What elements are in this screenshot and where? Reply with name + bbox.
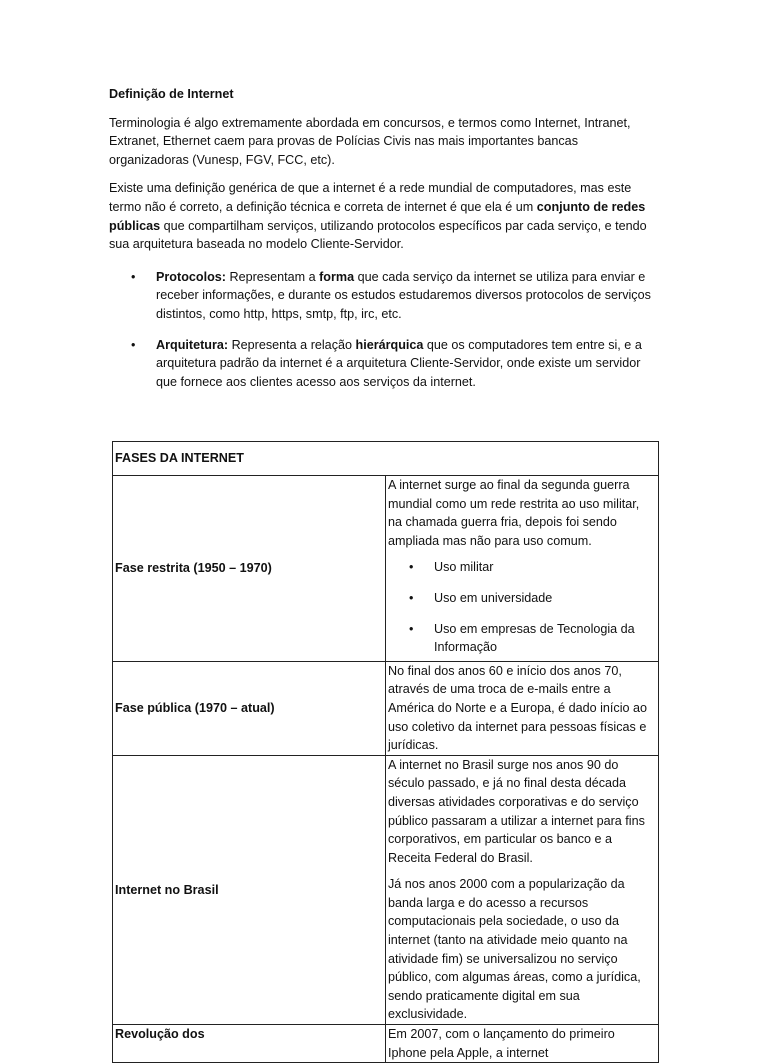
row-label: Fase restrita (1950 – 1970) <box>113 476 386 662</box>
row-text: Em 2007, com o lançamento do primeiro Iphone pela Apple, a internet <box>388 1027 615 1060</box>
table-row <box>113 661 659 755</box>
bullet-text: Representa a relação <box>228 337 356 352</box>
row-text: A internet surge ao final da segunda guerra mundial como um rede restrita ao uso militar, na chamada guerra fria, depois foi sendo ampliada mas não para uso comum. <box>388 478 640 548</box>
bullet-dot-icon: • <box>409 560 414 575</box>
row-label: Fase pública (1970 – atual) <box>113 661 386 755</box>
list-item-text: Uso em universidade <box>434 590 553 605</box>
bullet-bold: forma <box>319 269 355 284</box>
list-item-text: Uso militar <box>434 560 494 575</box>
bullet-text: Representam a <box>225 269 320 284</box>
bullet-dot-icon: • <box>409 590 414 605</box>
list-item <box>388 589 656 608</box>
definition-bold: conjunto de redes públicas <box>109 199 646 233</box>
phases-table <box>112 441 659 1063</box>
table-row <box>113 755 659 1024</box>
table-row <box>113 476 659 662</box>
table-header-cell: FASES DA INTERNET <box>113 442 659 476</box>
bullet-arquitetura <box>109 336 661 392</box>
row-item-list <box>388 558 656 656</box>
row-description <box>386 1025 659 1063</box>
bullet-bold: hierárquica <box>355 337 424 352</box>
list-item <box>388 558 656 577</box>
intro-paragraph: Terminologia é algo extremamente abordada em concursos, e termos como Internet, Intranet, Extranet, Ethernet caem para provas de Polícias Civis nas mais importantes bancas organizadoras (Vunesp, FGV, FCC, etc). <box>109 115 631 167</box>
row-description <box>386 476 659 662</box>
row-description <box>386 661 659 755</box>
bullet-dot-icon: • <box>131 337 136 352</box>
row-text-2: Já nos anos 2000 com a popularização da banda larga e do acesso a recursos computacionais pela sociedade, o uso da internet (tanto na atividade meio quanto na atividade fim) se universalizou no serviço público, com algumas áreas, como a jurídica, sendo praticamente digital em sua exclusividade. <box>388 877 641 1022</box>
document-body <box>109 85 661 403</box>
bullet-label: Protocolos: <box>156 269 226 284</box>
page-title: Definição de Internet <box>109 87 234 101</box>
row-text: No final dos anos 60 e início dos anos 70, através de uma troca de e-mails entre a América do Norte e a Europa, é dado início ao uso coletivo da internet para pessoas físicas e jurídicas. <box>388 663 648 753</box>
table-header-row <box>113 442 659 476</box>
bullet-label: Arquitetura: <box>156 337 229 352</box>
definition-bullet-list <box>109 268 661 392</box>
list-item <box>388 620 656 657</box>
definition-text-start: Existe uma definição genérica de que a internet é a rede mundial de computadores, mas este termo não é correto, a definição técnica e correta de internet é que ela é um <box>109 181 632 214</box>
bullet-dot-icon: • <box>409 621 414 636</box>
bullet-dot-icon: • <box>131 269 136 284</box>
bullet-protocolos <box>109 268 661 324</box>
row-label: Internet no Brasil <box>113 755 386 1024</box>
list-item-text: Uso em empresas de Tecnologia da Informação <box>434 621 635 655</box>
row-description <box>386 755 659 1024</box>
table-row <box>113 1025 659 1063</box>
bullet-text: que os computadores tem entre si, e a arquitetura padrão da internet é a arquitetura Cliente-Servidor, onde existe um servidor que fornece aos clientes acesso aos serviços da internet. <box>156 337 642 389</box>
bullet-text: que cada serviço da internet se utiliza para enviar e receber informações, e durante os estudos estudaremos diversos protocolos de serviços distintos, como http, https, smtp, ftp, irc, etc. <box>156 269 651 321</box>
definition-text-end: que compartilham serviços, utilizando protocolos específicos par cada serviço, e tendo sua arquitetura baseada no modelo Cliente-Servidor. <box>109 218 647 252</box>
definition-paragraph <box>109 179 661 253</box>
row-text: A internet no Brasil surge nos anos 90 do século passado, e já no final desta década diversas atividades corporativas e do serviço público passaram a utilizar a internet para fins corporativos, em particular os banco e a Receita Federal do Brasil. <box>388 757 645 865</box>
row-label: Revolução dos <box>113 1025 386 1063</box>
